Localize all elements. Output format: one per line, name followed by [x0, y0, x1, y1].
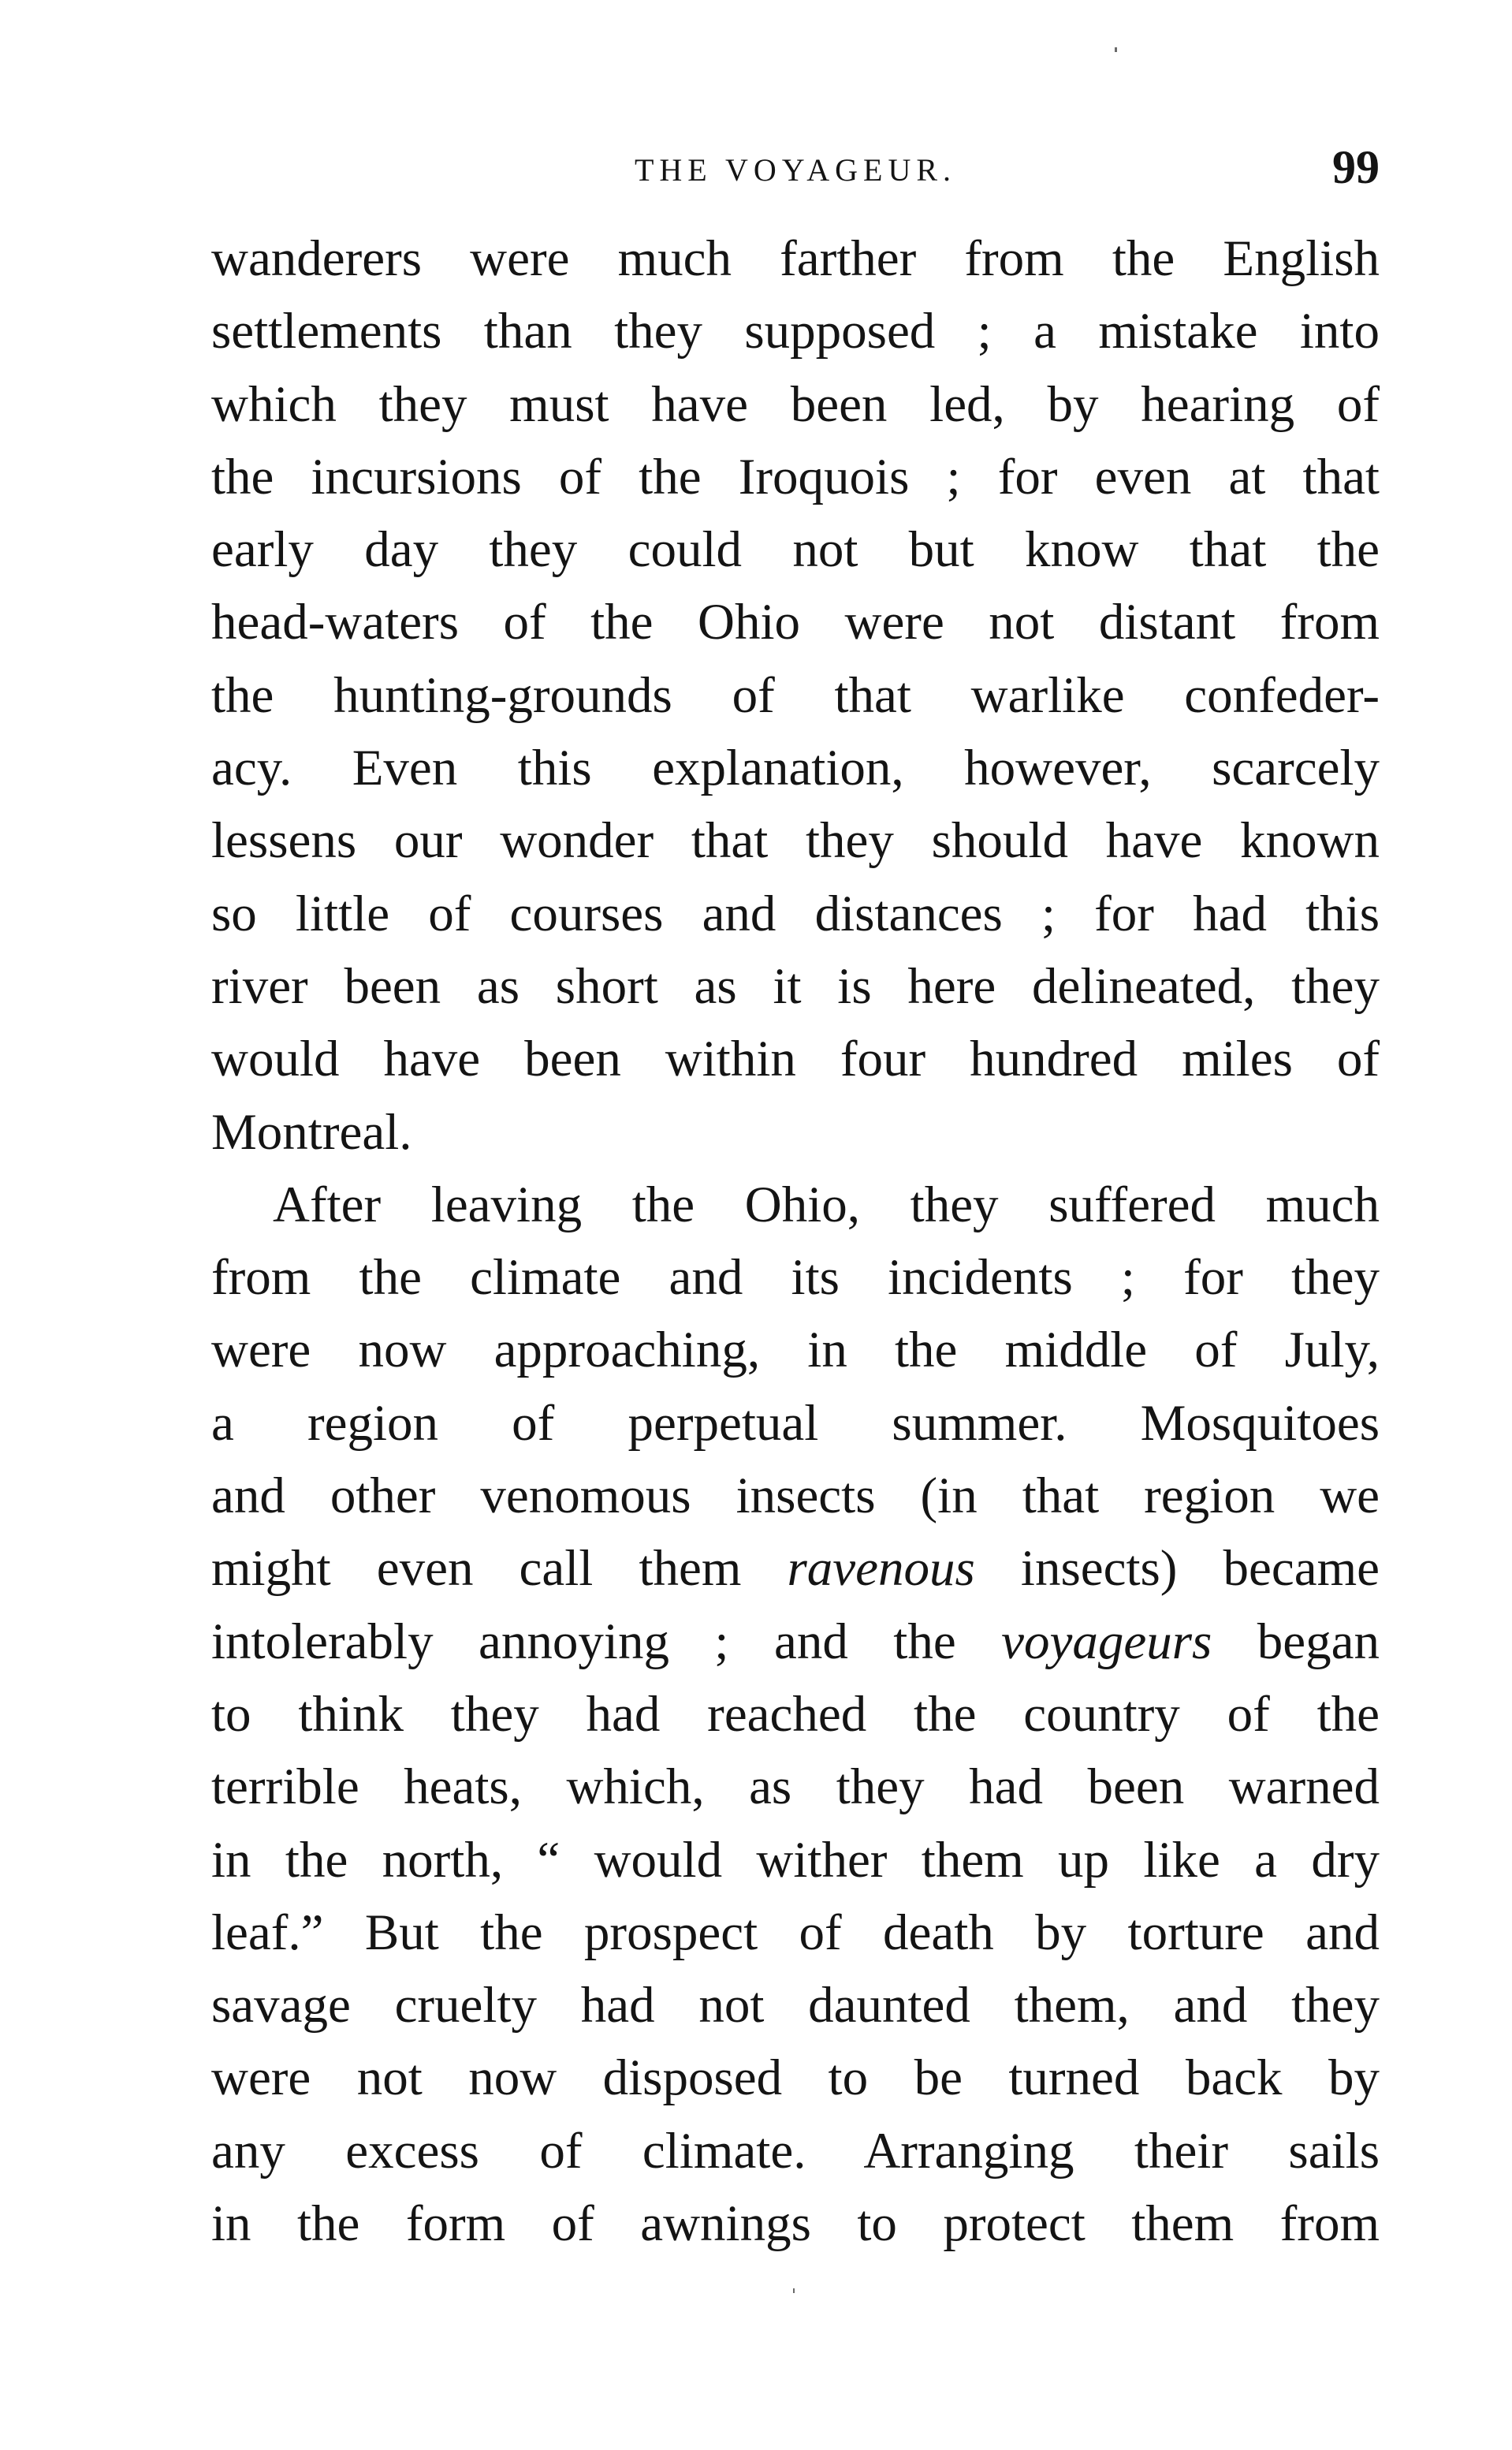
- text-line: terrible heats, which, as they had been warned: [211, 1758, 1380, 1816]
- running-header: [211, 142, 1380, 197]
- text-line: to think they had reached the country of the: [211, 1685, 1380, 1743]
- text-line: [211, 1532, 1380, 1605]
- text-run: intolerably annoying ; and the: [211, 1613, 1002, 1670]
- text-line: lessens our wonder that they should have known: [211, 812, 1380, 870]
- text-line: Montreal.: [211, 1103, 412, 1161]
- text-line: were now approaching, in the middle of July,: [211, 1322, 1380, 1379]
- italic-word: ravenous: [787, 1540, 975, 1598]
- text-line: river been as short as it is here delineated, they: [211, 957, 1380, 1015]
- text-line: leaf.” But the prospect of death by torture and: [211, 1904, 1380, 1961]
- text-line: savage cruelty had not daunted them, and they: [211, 1977, 1380, 2034]
- text-line: in the form of awnings to protect them from: [211, 2195, 1380, 2253]
- text-line: in the north, “ would wither them up like a dry: [211, 1831, 1380, 1889]
- text-line: After leaving the Ohio, they suffered much: [273, 1176, 1380, 1233]
- text-line: settlements than they supposed ; a mistake into: [211, 303, 1380, 360]
- text-line: [211, 1605, 1380, 1678]
- text-line: the hunting-grounds of that warlike confeder-: [211, 666, 1380, 724]
- body-text: [211, 222, 1380, 2260]
- text-run: insects) became: [974, 1540, 1380, 1598]
- text-line: a region of perpetual summer. Mosquitoes: [211, 1394, 1380, 1452]
- running-title: THE VOYAGEUR.: [634, 152, 957, 188]
- italic-word: voyageurs: [1001, 1613, 1212, 1670]
- text-line: from the climate and its incidents ; for they: [211, 1249, 1380, 1307]
- text-line: early day they could not but know that the: [211, 521, 1380, 579]
- scan-speck: [793, 2288, 795, 2293]
- text-line: any excess of climate. Arranging their sails: [211, 2122, 1380, 2180]
- page-number: 99: [1332, 141, 1380, 193]
- text-run: began: [1212, 1613, 1380, 1670]
- text-line: acy. Even this explanation, however, scarcely: [211, 740, 1380, 797]
- text-line: the incursions of the Iroquois ; for even at that: [211, 448, 1380, 505]
- scan-speck: [1115, 47, 1117, 52]
- text-line: head-waters of the Ohio were not distant from: [211, 594, 1380, 651]
- text-line: which they must have been led, by hearing of: [211, 375, 1380, 433]
- text-line: were not now disposed to be turned back by: [211, 2049, 1380, 2107]
- text-run: might even call them: [211, 1540, 788, 1598]
- text-line: would have been within four hundred miles of: [211, 1031, 1380, 1088]
- text-line: so little of courses and distances ; for had this: [211, 885, 1380, 942]
- text-line: and other venomous insects (in that region we: [211, 1467, 1380, 1525]
- text-line: wanderers were much farther from the English: [211, 230, 1380, 287]
